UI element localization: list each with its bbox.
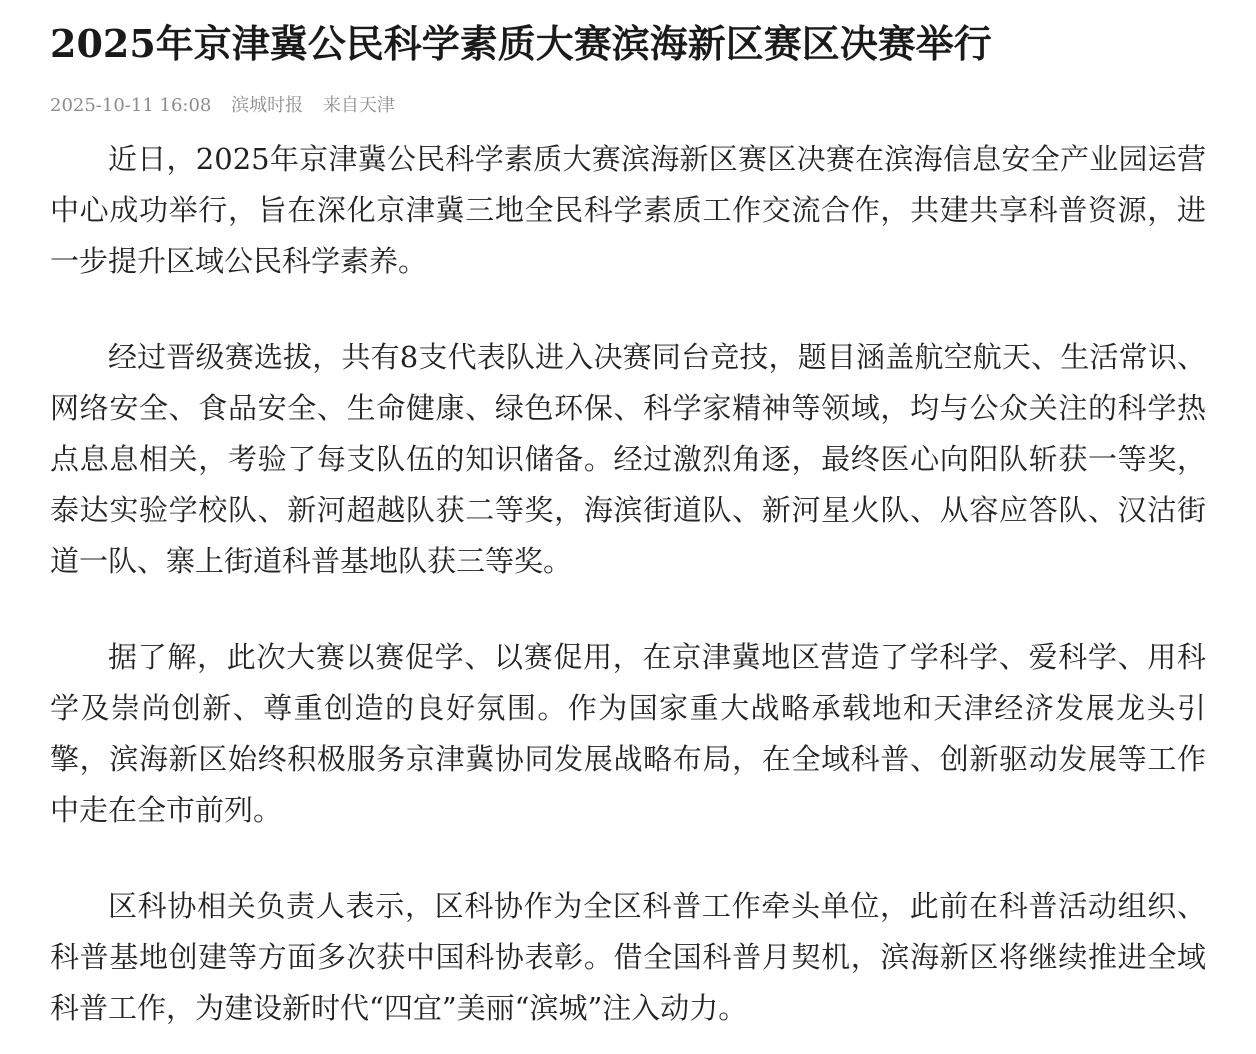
article-paragraph: 区科协相关负责人表示，区科协作为全区科普工作牵头单位，此前在科普活动组织、科普基地创建等方面多次获中国科协表彰。借全国科普月契机，滨海新区将继续推进全域科普工作，为建设新时代“四宜”美丽“滨城”注入动力。	[50, 889, 1206, 1025]
article-paragraph: 近日，2025年京津冀公民科学素质大赛滨海新区赛区决赛在滨海信息安全产业园运营中心成功举行，旨在深化京津冀三地全民科学素质工作交流合作，共建共享科普资源，进一步提升区域公民科学素养。	[50, 142, 1206, 278]
article-paragraph: 据了解，此次大赛以赛促学、以赛促用，在京津冀地区营造了学科学、爱科学、用科学及崇尚创新、尊重创造的良好氛围。作为国家重大战略承载地和天津经济发展龙头引擎，滨海新区始终积极服务京津冀协同发展战略布局，在全域科普、创新驱动发展等工作中走在全市前列。	[50, 640, 1206, 827]
publish-datetime: 2025-10-11 16:08	[50, 95, 212, 116]
article-meta	[50, 94, 1206, 118]
article-body	[50, 134, 1206, 1034]
article-paragraph: 经过晋级赛选拔，共有8支代表队进入决赛同台竞技，题目涵盖航空航天、生活常识、网络安全、食品安全、生命健康、绿色环保、科学家精神等领域，均与公众关注的科学热点息息相关，考验了每支队伍的知识储备。经过激烈角逐，最终医心向阳队斩获一等奖，泰达实验学校队、新河超越队获二等奖，海滨街道队、新河星火队、从容应答队、汉沽街道一队、寨上街道科普基地队获三等奖。	[50, 340, 1206, 578]
article-title: 2025年京津冀公民科学素质大赛滨海新区赛区决赛举行	[50, 21, 992, 66]
origin-label: 来自天津	[322, 95, 395, 116]
source-name: 滨城时报	[231, 95, 304, 116]
